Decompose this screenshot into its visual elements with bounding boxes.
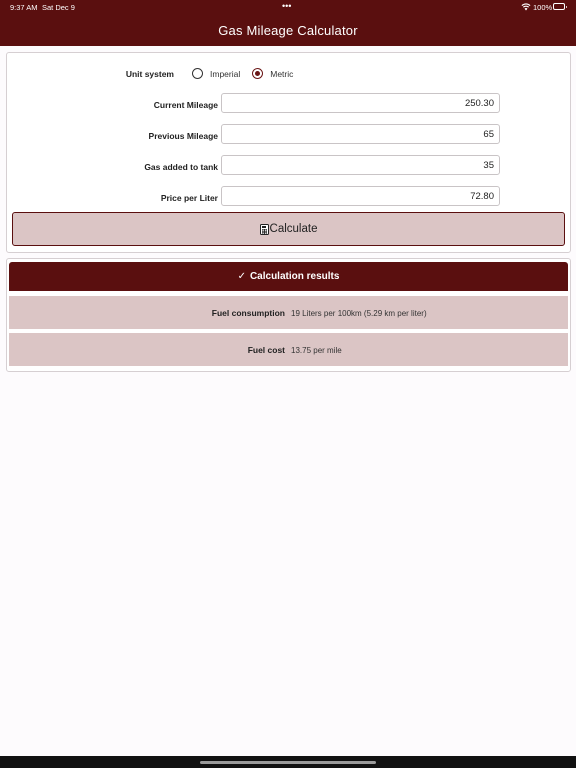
calculator-icon [260,224,269,235]
imperial-label[interactable]: Imperial [210,68,241,79]
metric-label[interactable]: Metric [270,68,294,79]
calculate-button-label: Calculate [269,223,318,235]
price-per-liter-input[interactable]: 72.80 [221,186,500,206]
calculate-button[interactable] [12,212,565,246]
gas-added-input[interactable]: 35 [221,155,500,175]
page-title: Gas Mileage Calculator [218,22,358,38]
result-row-fuel-consumption [9,296,568,329]
results-header [9,262,568,291]
price-per-liter-label: Price per Liter [160,193,218,203]
unit-system-label: Unit system [125,69,174,79]
wifi-icon [521,2,531,11]
status-time: 9:37 AM [10,3,38,12]
current-mileage-label: Current Mileage [153,100,218,110]
battery-icon [553,3,565,10]
gas-added-label: Gas added to tank [144,162,218,172]
calculator-form [6,52,571,253]
previous-mileage-label: Previous Mileage [148,131,218,141]
result-label: Fuel cost [247,345,285,355]
status-bar [0,0,576,14]
result-label: Fuel consumption [211,308,285,318]
home-indicator[interactable] [200,761,376,764]
battery-percent: 100% [533,3,553,12]
previous-mileage-input[interactable]: 65 [221,124,500,144]
unit-system-radio-group [192,68,305,79]
results-header-label: Calculation results [249,271,340,282]
results-panel [6,258,571,372]
result-row-fuel-cost [9,333,568,366]
result-value: 13.75 per mile [291,345,342,355]
multitasking-dots-icon[interactable]: ••• [282,1,292,11]
current-mileage-input[interactable]: 250.30 [221,93,500,113]
checkmark-icon: ✓ [237,271,246,282]
result-value: 19 Liters per 100km (5.29 km per liter) [291,308,427,318]
imperial-radio[interactable] [192,68,203,79]
status-date: Sat Dec 9 [42,3,75,12]
nav-bar [0,14,576,46]
metric-radio[interactable] [252,68,263,79]
